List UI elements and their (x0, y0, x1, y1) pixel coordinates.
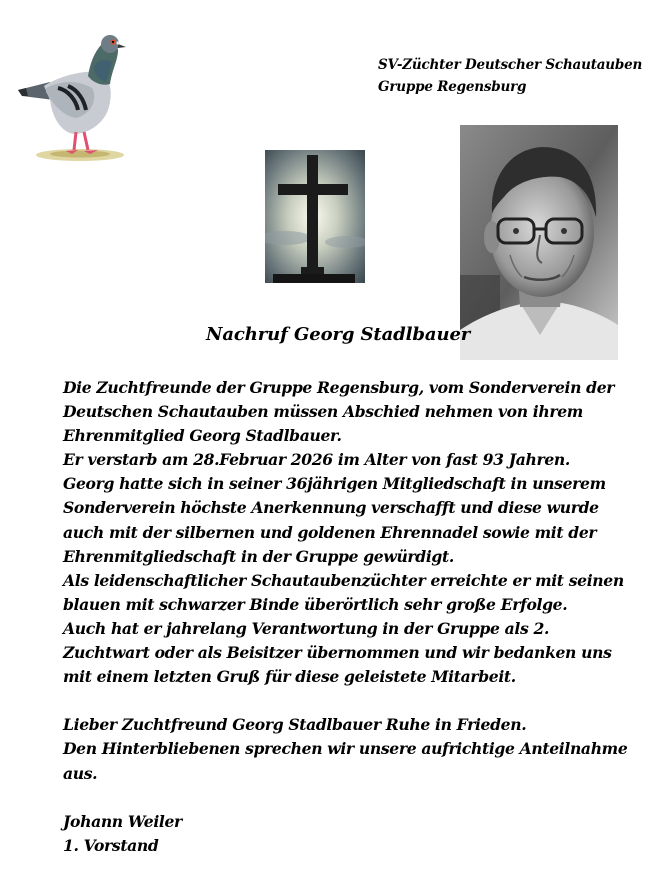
text-line: mit einem letzten Gruß für diese geleistete Mitarbeit. (63, 667, 516, 687)
paragraph-farewell (63, 713, 643, 785)
text-line: blauen mit schwarzer Binde überörtlich sehr große Erfolge. (63, 594, 568, 614)
organization-name: SV-Züchter Deutscher Schautauben (378, 57, 643, 73)
text-line: Als leidenschaftlicher Schautaubenzüchter erreichte er mit seinen (63, 570, 624, 590)
text-line: Sonderverein höchste Anerkennung verschafft und diese wurde (63, 498, 599, 518)
signature-role: 1. Vorstand (63, 835, 159, 855)
text-line: aus. (63, 763, 98, 783)
text-line: Auch hat er jahrelang Verantwortung in der Gruppe als 2. (63, 618, 550, 638)
text-line: Die Zuchtfreunde der Gruppe Regensburg, vom Sonderverein der (63, 378, 615, 397)
text-line: Ehrenmitglied Georg Stadlbauer. (63, 426, 342, 446)
text-line: Zuchtwart oder als Beisitzer übernommen und wir bedanken uns (63, 643, 612, 663)
text-line: Er verstarb am 28.Februar 2026 im Alter von fast 93 Jahren. (63, 450, 570, 470)
organization-group: Gruppe Regensburg (378, 79, 527, 95)
cross-photo (265, 150, 365, 283)
signature-name: Johann Weiler (63, 811, 182, 831)
signature (63, 810, 643, 858)
organization-header (378, 54, 642, 98)
text-line: Ehrenmitgliedschaft in der Gruppe gewürdigt. (63, 546, 454, 566)
text-line: auch mit der silbernen und goldenen Ehrennadel sowie mit der (63, 522, 597, 542)
paragraph-main (63, 376, 643, 689)
obituary-title: Nachruf Georg Stadlbauer (206, 324, 471, 345)
paragraph-spacer (63, 689, 643, 713)
paragraph-spacer (63, 786, 643, 810)
portrait-photo (460, 125, 618, 360)
text-line: Den Hinterbliebenen sprechen wir unsere aufrichtige Anteilnahme (63, 739, 628, 759)
obituary-body (63, 376, 643, 858)
text-line: Georg hatte sich in seiner 36jährigen Mitgliedschaft in unserem (63, 474, 606, 494)
text-line: Deutschen Schautauben müssen Abschied nehmen von ihrem (63, 402, 583, 422)
pigeon-illustration (14, 30, 130, 166)
text-line: Lieber Zuchtfreund Georg Stadlbauer Ruhe in Frieden. (63, 715, 527, 735)
